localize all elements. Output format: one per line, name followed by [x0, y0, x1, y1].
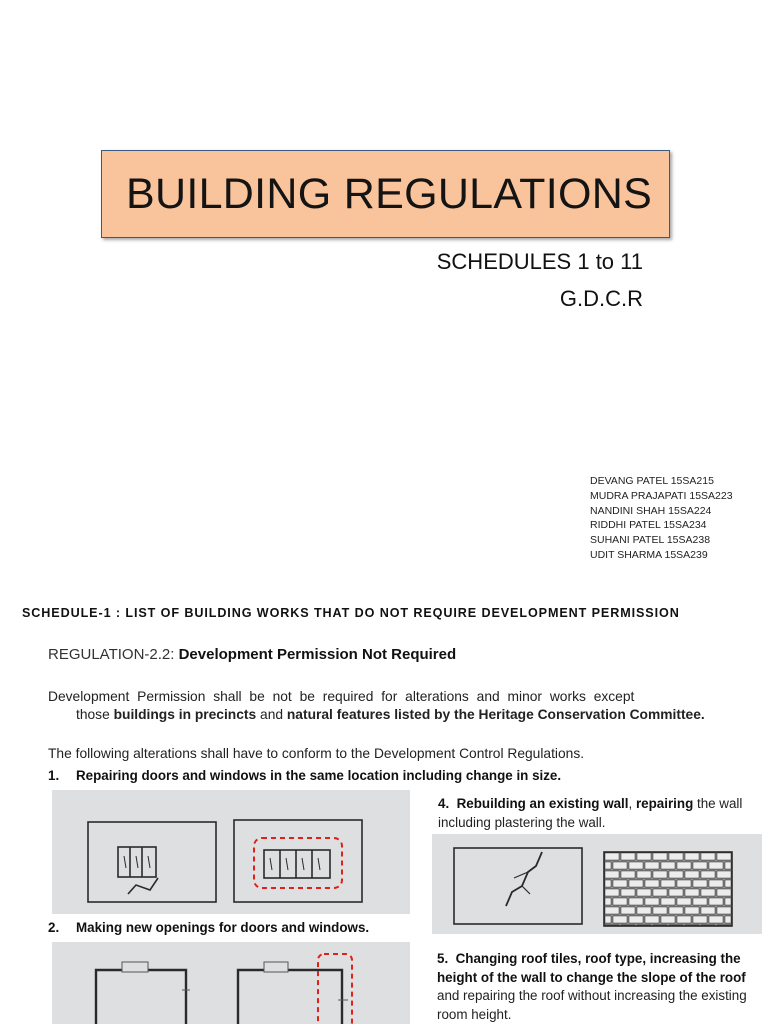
brick	[613, 916, 627, 923]
author-item: NANDINI SHAH 15SA224	[590, 504, 733, 519]
schedule-heading: SCHEDULE-1 : LIST OF BUILDING WORKS THAT DO NOT REQUIRE DEVELOPMENT PERMISSION	[22, 606, 680, 620]
doors-windows-illustration	[52, 790, 410, 914]
brick	[653, 889, 667, 896]
brick	[701, 871, 715, 878]
brick	[629, 880, 643, 887]
permission-paragraph	[48, 688, 748, 724]
paragraph-line: Development Permission shall be not be required for alterations and minor works except	[48, 688, 748, 706]
author-item: DEVANG PATEL 15SA215	[590, 474, 733, 489]
list-item-4	[438, 795, 763, 832]
brick	[701, 907, 715, 914]
brick	[629, 898, 643, 905]
brick	[669, 907, 683, 914]
text-bold: repairing	[636, 796, 693, 811]
text-bold: natural features listed by the Heritage Conservation Committee	[287, 707, 701, 722]
text-bold: Changing roof tiles, roof type, increasing the height of the wall to change the slope of the roof	[437, 951, 746, 985]
brick	[661, 880, 675, 887]
list-item-5	[437, 950, 765, 1024]
list-number: 2.	[48, 920, 76, 935]
brick	[709, 916, 723, 923]
brick	[613, 880, 627, 887]
brick	[725, 862, 731, 869]
brick	[613, 898, 627, 905]
list-text: Making new openings for doors and windows.	[76, 920, 369, 935]
text-bold: .	[701, 707, 705, 722]
list-number: 1.	[48, 768, 76, 783]
brick	[637, 853, 651, 860]
brick	[637, 907, 651, 914]
text-bold: Rebuilding an existing wall	[457, 796, 629, 811]
brick	[605, 889, 619, 896]
author-list	[590, 474, 733, 563]
sketch-walls	[432, 834, 762, 934]
brick	[709, 880, 723, 887]
brick	[653, 853, 667, 860]
brick	[605, 898, 611, 905]
brick	[685, 907, 699, 914]
brick	[637, 889, 651, 896]
list-number: 5.	[437, 951, 448, 966]
regulation-line	[48, 646, 456, 663]
author-item: SUHANI PATEL 15SA238	[590, 533, 733, 548]
brick	[621, 907, 635, 914]
brick	[669, 871, 683, 878]
list-item-2	[48, 920, 369, 935]
brick	[605, 871, 619, 878]
brick	[605, 862, 611, 869]
brick	[621, 889, 635, 896]
brick	[621, 853, 635, 860]
text-run: and	[256, 707, 287, 722]
brick	[693, 880, 707, 887]
brick	[645, 898, 659, 905]
brick	[677, 916, 691, 923]
brick	[677, 898, 691, 905]
brick	[613, 862, 627, 869]
regulation-label: REGULATION-2.2:	[48, 646, 179, 663]
brick	[621, 871, 635, 878]
brick	[717, 889, 731, 896]
conform-paragraph: The following alterations shall have to conform to the Development Control Regulations.	[48, 745, 584, 763]
sketch-new-openings	[52, 942, 410, 1024]
brick	[677, 880, 691, 887]
text-run: the wall including plastering the wall.	[438, 796, 742, 830]
brick	[693, 916, 707, 923]
list-item-1	[48, 768, 561, 783]
page-title: BUILDING REGULATIONS	[126, 164, 652, 224]
regulation-title: Development Permission Not Required	[179, 646, 457, 663]
brick	[717, 907, 731, 914]
brick	[661, 862, 675, 869]
brick	[605, 853, 619, 860]
brick-pattern	[605, 853, 731, 925]
brick	[645, 916, 659, 923]
list-text: Repairing doors and windows in the same location including change in size.	[76, 768, 561, 783]
brick	[717, 853, 731, 860]
brick	[661, 898, 675, 905]
subtitle-schedules: SCHEDULES 1 to 11	[437, 247, 643, 277]
brick	[693, 862, 707, 869]
brick	[725, 880, 731, 887]
author-item: MUDRA PRAJAPATI 15SA223	[590, 489, 733, 504]
brick	[669, 889, 683, 896]
brick	[685, 889, 699, 896]
text-run: and repairing the roof without increasing the existing room height.	[437, 988, 747, 1022]
walls-illustration	[432, 834, 762, 934]
brick	[669, 853, 683, 860]
author-item: RIDDHI PATEL 15SA234	[590, 518, 733, 533]
brick	[605, 916, 611, 923]
brick	[653, 907, 667, 914]
text-bold: buildings in precincts	[114, 707, 257, 722]
brick	[661, 916, 675, 923]
brick	[629, 916, 643, 923]
brick	[685, 853, 699, 860]
author-item: UDIT SHARMA 15SA239	[590, 548, 733, 563]
sketch-doors-windows	[52, 790, 410, 914]
brick	[701, 853, 715, 860]
brick	[605, 907, 619, 914]
brick	[725, 916, 731, 923]
brick	[637, 871, 651, 878]
brick	[677, 862, 691, 869]
brick	[645, 862, 659, 869]
list-number: 4.	[438, 796, 449, 811]
brick	[653, 871, 667, 878]
brick	[709, 898, 723, 905]
subtitle-gdcr: G.D.C.R	[560, 284, 643, 314]
brick	[717, 871, 731, 878]
brick	[701, 889, 715, 896]
text-run: those	[76, 707, 114, 722]
openings-illustration	[52, 942, 410, 1024]
brick	[693, 898, 707, 905]
brick	[645, 880, 659, 887]
brick	[605, 880, 611, 887]
paragraph-continuation	[48, 706, 748, 724]
brick	[725, 898, 731, 905]
brick	[629, 862, 643, 869]
brick	[685, 871, 699, 878]
brick	[709, 862, 723, 869]
text-run: ,	[629, 796, 636, 811]
